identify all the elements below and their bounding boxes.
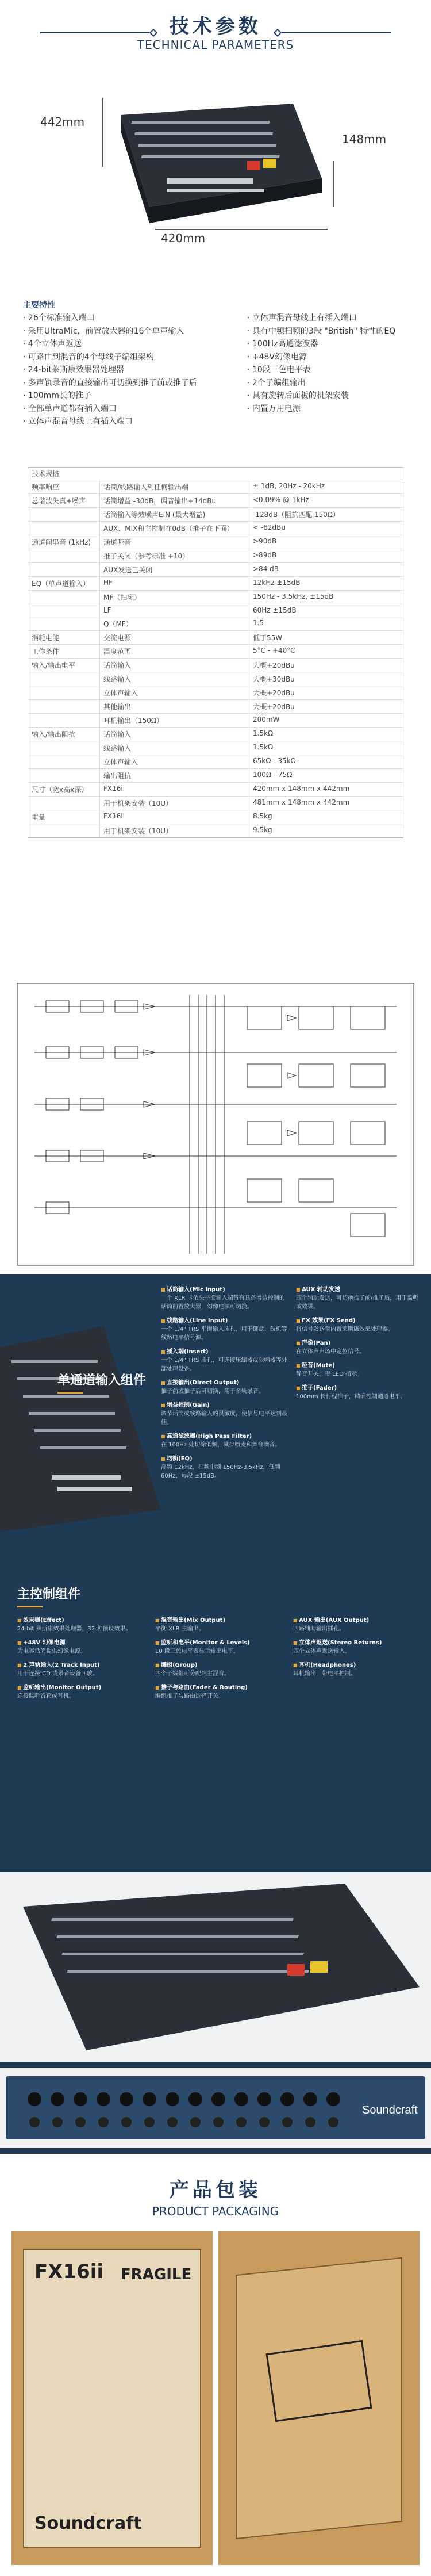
desc-item — [161, 1432, 287, 1449]
spec-cell: 大概+20dBu — [253, 661, 295, 669]
desc-item — [293, 1661, 420, 1678]
desc-item — [296, 1361, 420, 1379]
desc-item-title: 话筒输入(Mic input) — [167, 1287, 225, 1293]
mixer-rear-panel-photo — [0, 2068, 431, 2148]
dim-width-label: 442mm — [40, 115, 85, 129]
spec-cell: 话筒增益 -30dB，调音输出+14dBu — [100, 494, 249, 507]
desc-item-title: 高通滤波器(High Pass Filter) — [167, 1433, 252, 1440]
spec-cell: 尺寸（宽x高x深） — [28, 783, 100, 796]
spec-cell: FX16ii — [100, 810, 249, 824]
desc-item — [161, 1379, 287, 1396]
desc-item — [293, 1616, 420, 1633]
spec-cell: 温度范围 — [100, 645, 249, 658]
box-fragile-text: FRAGILE — [121, 2266, 192, 2283]
feature-item: · 10段三色电平表 — [247, 363, 420, 377]
desc-item-body: 一个 1/4" TRS 插孔，可连接压缩器或限幅器等外部处理设备。 — [161, 1357, 287, 1372]
spec-cell: 200mW — [253, 715, 280, 724]
feature-item: · 立体声混音母线上有插入端口 — [23, 415, 230, 428]
spec-cell: 立体声输入 — [100, 755, 249, 768]
spec-row — [28, 645, 403, 659]
desc-item-body: 调节话筒或线路输入的灵敏度，使信号电平达到最佳。 — [161, 1411, 287, 1426]
feature-item: · 采用UltraMic，前置放大器的16个单声输入 — [23, 325, 230, 338]
desc-item — [296, 1285, 420, 1311]
spec-row — [28, 728, 403, 741]
spec-cell: 用于机架安装（10U） — [100, 824, 249, 837]
feature-item: · 26个标准输入端口 — [23, 312, 230, 325]
spec-row — [28, 797, 403, 810]
spec-cell: 话筒/线路输入到任何输出端 — [100, 480, 249, 493]
desc-item — [155, 1639, 282, 1656]
spec-row — [28, 577, 403, 591]
spec-row — [28, 672, 403, 686]
spec-cell: EQ（单声道输入） — [28, 577, 100, 590]
spec-cell: >89dB — [253, 551, 277, 559]
feature-item: · 立体声混音母线上有插入端口 — [247, 312, 420, 325]
desc-item-title: 编组(Group) — [161, 1662, 198, 1668]
spec-cell: 420mm x 148mm x 442mm — [253, 784, 350, 793]
spec-cell: 工作条件 — [28, 645, 100, 658]
mono-desc-col1 — [161, 1285, 287, 1486]
spec-cell: 话筒输入 — [100, 659, 249, 672]
desc-item-body: 推子前或推子后可切换，用于多轨录音。 — [161, 1388, 264, 1395]
desc-item — [296, 1384, 420, 1401]
spec-caption: 技术规格 — [28, 468, 403, 480]
desc-item-title: FX 效果(FX Send) — [302, 1318, 356, 1324]
desc-item-title: 混音输出(Mix Output) — [161, 1617, 226, 1624]
desc-item-title: 推子(Fader) — [302, 1385, 337, 1391]
spec-cell: 线路输入 — [100, 741, 249, 755]
desc-item-title: 推子与路由(Fader & Routing) — [161, 1685, 248, 1691]
master-desc-col1 — [17, 1616, 144, 1706]
dim-line-depth — [333, 161, 334, 207]
feature-item: · 4个立体声返送 — [23, 338, 230, 351]
header-title-en: TECHNICAL PARAMETERS — [137, 38, 294, 52]
desc-item-title: 监听和电平(Monitor & Levels) — [161, 1640, 250, 1646]
spec-cell: 通道哑音 — [100, 535, 249, 549]
spec-row — [28, 631, 403, 645]
spec-cell: 输入/输出阻抗 — [28, 728, 100, 741]
desc-item-title: 均衡(EQ) — [167, 1456, 193, 1462]
desc-item-title: 耳机(Headphones) — [299, 1662, 356, 1668]
spec-cell — [28, 591, 100, 604]
block-diagram-svg — [0, 972, 431, 1277]
spec-cell: FX16ii — [100, 783, 249, 796]
spec-cell — [28, 522, 100, 535]
mixer-top-photo — [0, 1872, 431, 2062]
spec-cell: 总谐波失真+噪声 — [28, 494, 100, 507]
spec-cell: 通道间串音 (1kHz) — [28, 535, 100, 549]
spec-row — [28, 769, 403, 783]
desc-item-body: 100mm 长行程推子，精确控制通道电平。 — [296, 1394, 406, 1400]
mono-desc-col2 — [296, 1285, 420, 1406]
spec-cell: HF — [100, 577, 249, 590]
spec-row — [28, 741, 403, 755]
spec-cell — [28, 755, 100, 768]
spec-cell: 消耗电能 — [28, 631, 100, 644]
rear-panel-brand-text: Soundcraft — [362, 2104, 418, 2116]
spec-cell: >84 dB — [253, 565, 279, 573]
desc-item-title: 线路输入(Line Input) — [167, 1318, 228, 1324]
spec-row — [28, 549, 403, 563]
dim-depth-label: 148mm — [342, 132, 387, 146]
header-rule-right — [282, 32, 391, 33]
spec-row — [28, 617, 403, 631]
desc-item — [155, 1616, 282, 1633]
spec-cell: AUX发送已关闭 — [100, 563, 249, 576]
desc-item-title: 声像(Pan) — [302, 1340, 331, 1346]
feature-item: · 具有中频扫频的3段 "British" 特性的EQ — [247, 325, 420, 338]
desc-item — [17, 1616, 144, 1633]
feature-item: · 100mm长的推子 — [23, 389, 230, 403]
spec-cell: MF（扫频） — [100, 591, 249, 604]
spec-cell — [28, 769, 100, 782]
desc-item-body: 连接监听音箱或耳机。 — [17, 1693, 75, 1700]
spec-row — [28, 480, 403, 494]
desc-item-body: 静音开关，带 LED 指示。 — [296, 1371, 363, 1377]
spec-cell: 1.5kΩ — [253, 729, 274, 737]
spec-cell — [28, 604, 100, 617]
desc-item-body: 四个立体声返送输入。 — [293, 1648, 351, 1655]
spec-cell: 5°C - +40°C — [253, 646, 295, 654]
spec-cell: 频率响应 — [28, 480, 100, 493]
spec-cell: 大概+30dBu — [253, 675, 295, 683]
spec-cell — [28, 672, 100, 686]
desc-item-body: 耳机输出，带电平控制。 — [293, 1671, 356, 1677]
spec-cell: <0.09% @ 1kHz — [253, 496, 309, 504]
spec-row — [28, 783, 403, 797]
desc-item — [155, 1683, 282, 1701]
dim-line-width — [102, 98, 103, 167]
spec-row — [28, 659, 403, 672]
spec-cell: 重量 — [28, 810, 100, 824]
desc-item-title: 2 声轨输入(2 Track Input) — [23, 1662, 100, 1668]
spec-cell: 其他输出 — [100, 700, 249, 713]
packaging-title-cn: 产品包装 — [170, 2179, 261, 2202]
desc-item-body: 在立体声声场中定位信号。 — [296, 1349, 365, 1355]
spec-cell — [28, 797, 100, 810]
desc-item-title: 立体声返送(Stereo Returns) — [299, 1640, 382, 1646]
desc-item — [161, 1401, 287, 1427]
spec-cell: 输入/输出电平 — [28, 659, 100, 672]
desc-item-title: +48V 幻像电源 — [23, 1640, 66, 1646]
spec-row — [28, 522, 403, 535]
desc-item-body: 用于连接 CD 或录音设备回放。 — [17, 1671, 99, 1677]
spec-cell: 100Ω - 75Ω — [253, 771, 293, 779]
desc-item — [296, 1339, 420, 1356]
spec-cell: 1.5kΩ — [253, 743, 274, 751]
spec-cell: 150Hz - 3.5kHz, ±15dB — [253, 592, 334, 600]
packaging-photo-front — [11, 2231, 213, 2565]
spec-row — [28, 535, 403, 549]
master-desc-col3 — [293, 1616, 420, 1683]
spec-cell: 用于机架安装（10U） — [100, 797, 249, 810]
header-title-cn: 技术参数 — [170, 15, 261, 38]
desc-item — [161, 1348, 287, 1373]
spec-row — [28, 714, 403, 728]
master-section-title: 主控制组件 — [17, 1584, 80, 1607]
spec-cell: 481mm x 148mm x 442mm — [253, 798, 350, 806]
desc-item — [17, 1661, 144, 1678]
spec-cell: 低于55W — [253, 634, 283, 642]
spec-cell: LF — [100, 604, 249, 617]
spec-cell: 耳机输出（150Ω） — [100, 714, 249, 727]
spec-table — [28, 467, 403, 838]
spec-row — [28, 494, 403, 508]
desc-item-title: 哑音(Mute) — [302, 1362, 335, 1369]
desc-item-body: 平衡 XLR 主输出。 — [155, 1626, 205, 1632]
features-right-list — [247, 312, 420, 415]
desc-item-body: 四个子编组可分配到主混音。 — [155, 1671, 230, 1677]
desc-item-body: 编组推子与路由选择开关。 — [155, 1693, 224, 1700]
spec-cell: -128dB（阻抗匹配 150Ω） — [253, 511, 340, 519]
mixer-image — [103, 92, 328, 224]
features-title: 主要特性 — [23, 301, 55, 310]
spec-row — [28, 700, 403, 714]
desc-item-body: 四路辅助输出插孔。 — [293, 1626, 345, 1632]
spec-row — [28, 591, 403, 604]
spec-cell — [28, 824, 100, 837]
desc-item-body: 高频 12kHz，扫频中频 150Hz-3.5kHz，低频 60Hz，每段 ±15dB。 — [161, 1464, 280, 1479]
packaging-title-en: PRODUCT PACKAGING — [152, 2204, 279, 2218]
spec-cell — [28, 563, 100, 576]
feature-item: · 全部单声道都有插入端口 — [23, 403, 230, 416]
spec-cell: 推子关闭（参考标准 +10） — [100, 549, 249, 562]
packaging-photo-top — [218, 2231, 420, 2565]
spec-cell: 线路输入 — [100, 672, 249, 686]
desc-item-title: 效果器(Effect) — [23, 1617, 64, 1624]
desc-item — [17, 1639, 144, 1656]
desc-item-body: 为电容话筒提供幻像电源。 — [17, 1648, 86, 1655]
spec-cell: 9.5kg — [253, 826, 272, 834]
desc-item-title: 监听输出(Monitor Output) — [23, 1685, 102, 1691]
packaging-header — [0, 2174, 431, 2218]
spec-cell: 大概+20dBu — [253, 689, 295, 697]
desc-item-body: 在 100Hz 处切除低频，减少喷麦和舞台噪音。 — [161, 1442, 281, 1448]
block-diagram — [0, 972, 431, 1277]
spec-cell: 1.5 — [253, 619, 264, 627]
mono-section-title: 单通道输入组件 — [57, 1371, 146, 1394]
spec-cell: 8.5kg — [253, 812, 272, 820]
spec-row — [28, 810, 403, 824]
spec-cell: Q（MF） — [100, 617, 249, 630]
spec-cell: 大概+20dBu — [253, 703, 295, 711]
desc-item — [296, 1316, 420, 1334]
feature-item: · 24-bit莱斯康效果器处理器 — [23, 363, 230, 377]
desc-item-body: 10 段三色电平表显示输出电平。 — [155, 1648, 239, 1655]
feature-item: · 100Hz高通滤波器 — [247, 338, 420, 351]
master-desc-col2 — [155, 1616, 282, 1706]
feature-item: · 多声轨录音的直接输出可切换到推子前或推子后 — [23, 377, 230, 390]
spec-cell: ± 1dB, 20Hz - 20kHz — [253, 482, 325, 490]
desc-item-title: 插入端(Insert) — [167, 1349, 209, 1355]
desc-item-title: 直接输出(Direct Output) — [167, 1380, 240, 1386]
spec-row — [28, 755, 403, 769]
spec-cell: < -82dBu — [253, 523, 286, 531]
desc-item-title: AUX 输出(AUX Output) — [299, 1617, 370, 1624]
feature-item: · 2个子编组输出 — [247, 377, 420, 390]
spec-cell: 立体声输入 — [100, 686, 249, 699]
desc-item-title: AUX 辅助发送 — [302, 1287, 340, 1293]
desc-item-body: 一个 XLR 卡侬头平衡输入端带有具备增益控制的话筒前置放大器，幻像电源可切换。 — [161, 1295, 285, 1310]
box-model-text: FX16ii — [34, 2260, 104, 2283]
spec-cell — [28, 686, 100, 699]
desc-item — [293, 1639, 420, 1656]
feature-item: · 内置万用电源 — [247, 403, 420, 416]
desc-item — [155, 1661, 282, 1678]
desc-item — [17, 1683, 144, 1701]
features-left-list — [23, 312, 230, 428]
spec-cell — [28, 714, 100, 727]
spec-cell — [28, 508, 100, 521]
spec-cell — [28, 741, 100, 755]
product-dimension-image — [29, 81, 402, 253]
box-brand-text: Soundcraft — [34, 2513, 142, 2533]
spec-cell — [28, 617, 100, 630]
spec-cell: 话筒输入 — [100, 728, 249, 741]
spec-cell: 65kΩ - 35kΩ — [253, 757, 296, 765]
spec-cell: 交流电源 — [100, 631, 249, 644]
spec-cell: 输出阻抗 — [100, 769, 249, 782]
desc-item-body: 四个辅助发送，可切换推子前/推子后，用于监听或效果。 — [296, 1295, 419, 1310]
spec-row — [28, 604, 403, 617]
spec-cell: >90dB — [253, 537, 277, 545]
spec-row — [28, 686, 403, 700]
feature-item: · 可路由到混音的4个母线子编组架构 — [23, 351, 230, 364]
feature-item: · +48V幻像电源 — [247, 351, 420, 364]
spec-row — [28, 563, 403, 577]
desc-item — [161, 1316, 287, 1342]
spec-cell: AUX、MIX和主控制在0dB（推子在下面） — [100, 522, 249, 535]
tech-params-header — [0, 0, 431, 69]
desc-item-body: 24-bit 莱斯康效果处理器，32 种预设效果。 — [17, 1626, 132, 1632]
desc-item — [161, 1285, 287, 1311]
spec-cell — [28, 700, 100, 713]
desc-item-body: 一个 1/4" TRS 平衡输入插孔，用于键盘、鼓机等线路电平信号源。 — [161, 1326, 287, 1341]
desc-item-title: 增益控制(Gain) — [167, 1402, 210, 1408]
spec-cell: 60Hz ±15dB — [253, 606, 297, 614]
feature-item: · 具有旋转后面板的机架安装 — [247, 389, 420, 403]
desc-item-body: 将信号发送至内置莱斯康效果处理器。 — [296, 1326, 394, 1333]
dim-line-length — [155, 229, 328, 230]
desc-item — [161, 1454, 287, 1480]
spec-row — [28, 824, 403, 837]
spec-row — [28, 508, 403, 522]
spec-cell — [28, 549, 100, 562]
dim-length-label: 420mm — [161, 231, 206, 245]
feature-detail-section — [0, 1274, 431, 2154]
spec-cell: 12kHz ±15dB — [253, 579, 301, 587]
spec-cell: 话筒输入等效噪声EIN (最大增益) — [100, 508, 249, 521]
